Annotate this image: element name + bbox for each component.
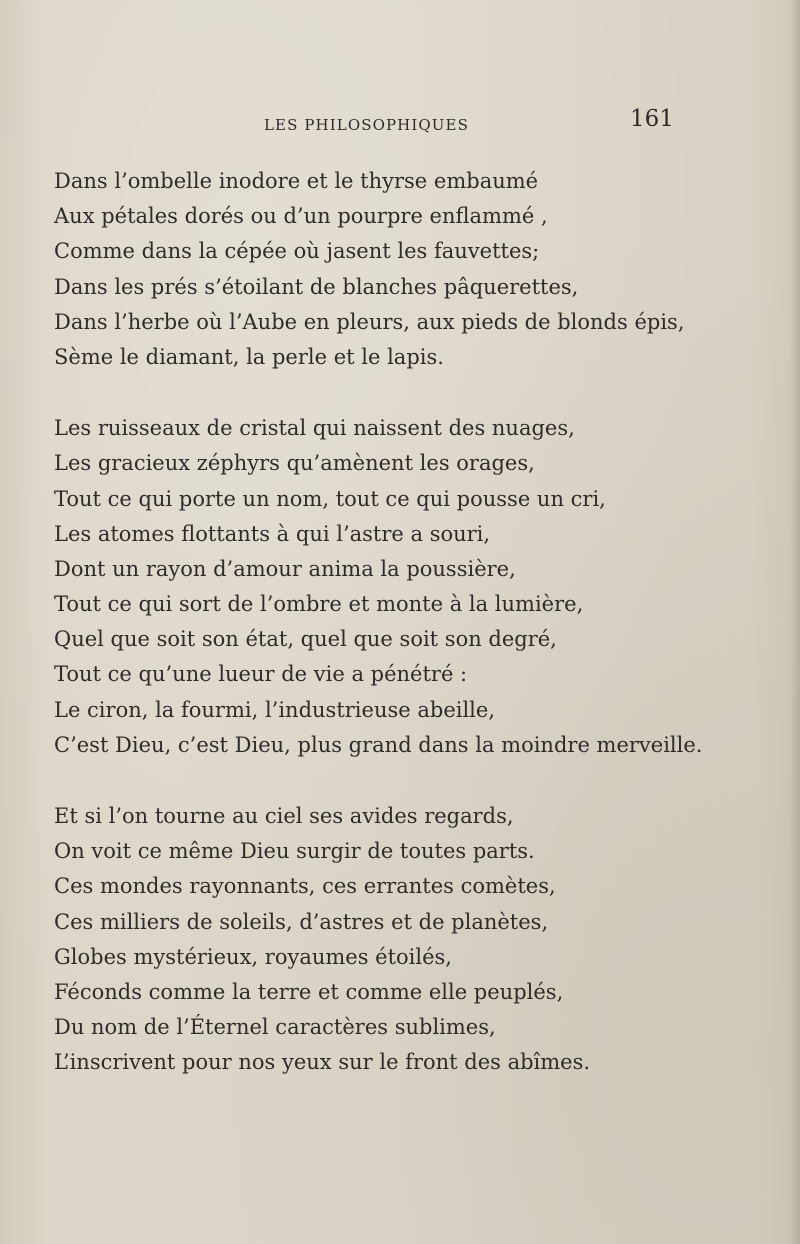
verse-line: Comme dans la cépée où jasent les fauvettes; bbox=[54, 239, 540, 264]
verse-line: Les ruisseaux de cristal qui naissent des nuages, bbox=[54, 416, 575, 441]
page-number: 161 bbox=[630, 106, 674, 132]
verse-line: Les atomes flottants à qui l’astre a souri, bbox=[54, 521, 491, 546]
verse-line: Dont un rayon d’amour anima la poussière, bbox=[54, 556, 516, 581]
verse-line: Tout ce qui porte un nom, tout ce qui pousse un cri, bbox=[54, 486, 606, 511]
verse-line: Le ciron, la fourmi, l’industrieuse abeille, bbox=[54, 697, 495, 722]
verse-line: Tout ce qui sort de l’ombre et monte à la lumière, bbox=[54, 592, 584, 617]
stanza-2 bbox=[54, 411, 774, 763]
verse-line: Sème le diamant, la perle et le lapis. bbox=[54, 344, 444, 369]
verse-line: Ces milliers de soleils, d’astres et de planètes, bbox=[54, 909, 549, 934]
page-header bbox=[0, 104, 800, 140]
verse-line: Féconds comme la terre et comme elle peuplés, bbox=[54, 979, 564, 1004]
verse-line: Globes mystérieux, royaumes étoilés, bbox=[54, 944, 452, 969]
page-edge-shadow bbox=[790, 0, 800, 1244]
verse-line: Les gracieux zéphyrs qu’amènent les orages, bbox=[54, 451, 535, 476]
stanza-3 bbox=[54, 799, 774, 1081]
running-title: LES PHILOSOPHIQUES bbox=[264, 116, 469, 134]
verse-line: Dans l’ombelle inodore et le thyrse embaumé bbox=[54, 169, 539, 193]
verse-line: Dans l’herbe où l’Aube en pleurs, aux pieds de blonds épis, bbox=[54, 309, 685, 334]
verse-line: On voit ce même Dieu surgir de toutes parts. bbox=[54, 839, 535, 864]
verse-line: Ces mondes rayonnants, ces errantes comètes, bbox=[54, 874, 556, 899]
stanza-1 bbox=[54, 164, 774, 375]
verse-line: L’inscrivent pour nos yeux sur le front des abîmes. bbox=[54, 1050, 591, 1075]
verse-line: Du nom de l’Éternel caractères sublimes, bbox=[54, 1015, 496, 1040]
poem bbox=[54, 164, 774, 1081]
verse-line: Et si l’on tourne au ciel ses avides regards, bbox=[54, 804, 514, 828]
verse-line: Tout ce qu’une lueur de vie a pénétré : bbox=[54, 662, 468, 687]
verse-line: C’est Dieu, c’est Dieu, plus grand dans la moindre merveille. bbox=[54, 732, 703, 757]
verse-line: Aux pétales dorés ou d’un pourpre enflammé , bbox=[54, 204, 548, 229]
verse-line: Quel que soit son état, quel que soit son degré, bbox=[54, 627, 557, 652]
verse-line: Dans les prés s’étoilant de blanches pâquerettes, bbox=[54, 274, 579, 299]
